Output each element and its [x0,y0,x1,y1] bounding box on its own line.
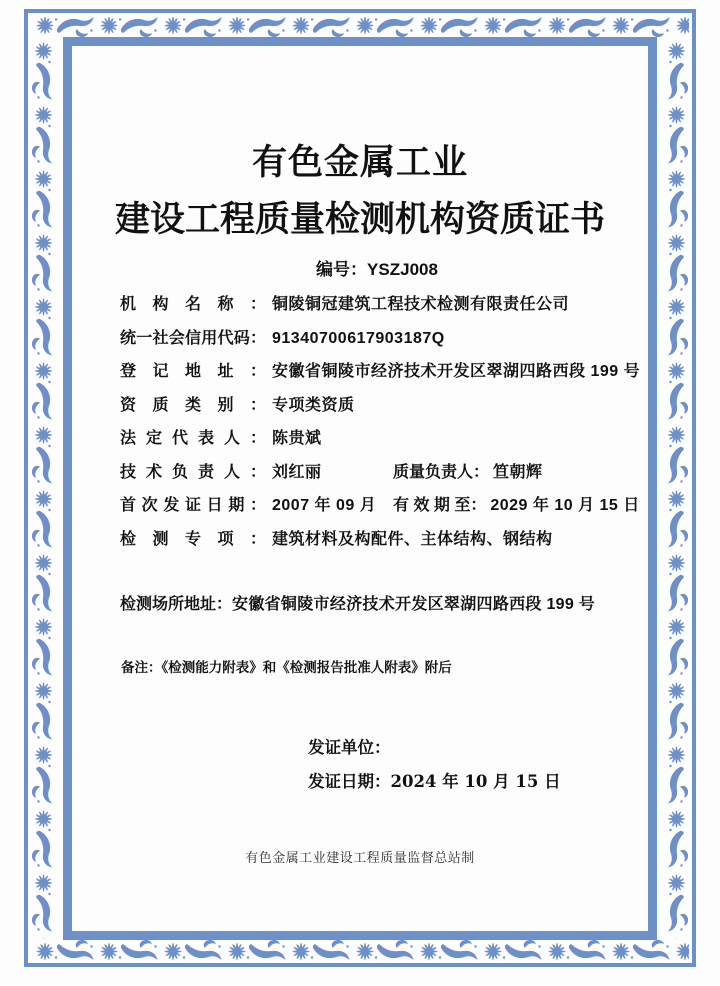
floral-scroll-motif-instance [32,746,52,803]
floral-scroll-motif-instance [668,874,688,931]
remark-line: 备注：《检测能力附表》和《检测报告批准人附表》附后 [121,660,452,675]
floral-scroll-motif-instance [420,17,477,37]
floral-scroll-motif-instance [420,940,477,960]
field-value: 笪朝辉 [493,463,543,481]
floral-scroll-motif-instance [548,940,605,960]
floral-scroll-motif-instance [668,426,688,483]
field-label: 首次发证日期： [120,497,266,514]
floral-scroll-motif-instance [164,940,221,960]
floral-scroll-motif-instance [612,940,669,960]
serial-number-line [0,255,720,280]
floral-scroll-motif-instance [32,298,52,355]
field-value: 91340700617903187Q [272,329,445,347]
floral-scroll-motif-instance [100,17,157,37]
field-row-testing-specialties [120,523,660,557]
field-value: 建筑材料及构配件、主体结构、钢结构 [272,530,553,548]
floral-scroll-motif-instance [228,940,285,960]
field-label: 质量负责人： [393,463,490,481]
field-value: 2007 年 09 月 [272,497,377,514]
field-label: 法定代表人： [120,430,266,447]
floral-scroll-motif-instance [356,17,413,37]
floral-scroll-motif-instance [548,17,605,37]
certificate-fields [120,288,660,556]
field-row-registered-address [120,355,660,389]
floral-scroll-motif-instance [32,554,52,611]
field-row-technical-quality-leads [120,456,660,490]
floral-scroll-motif-instance [32,490,52,547]
field-label: 技术负责人： [120,463,266,481]
floral-scroll-motif-instance [32,618,52,675]
field-row-credit-code [120,322,660,356]
floral-scroll-motif-instance [36,940,93,960]
field-label: 登记地址： [120,363,266,380]
floral-scroll-motif-instance [676,940,689,960]
border-ornament-bottom [31,940,689,963]
floral-scroll-motif-instance [612,17,669,37]
field-label: 检测专项： [120,530,266,548]
serial-value: YSZJ008 [367,260,438,279]
issuing-authority-line: 发证单位： [308,739,391,757]
floral-scroll-motif-instance [668,746,688,803]
floral-scroll-motif-instance [32,362,52,419]
floral-scroll-motif-instance [668,298,688,355]
floral-scroll-motif-instance [668,938,688,939]
floral-scroll-motif-instance [32,426,52,483]
floral-scroll-motif-instance [668,490,688,547]
site-address-value: 安徽省铜陵市经济技术开发区翠湖四路西段 199 号 [232,596,596,613]
border-ornament-top [31,14,689,37]
field-label: 有 效 期 至： [393,497,487,514]
floral-scroll-motif-instance [164,17,221,37]
floral-scroll-motif-instance [228,17,285,37]
serial-label: 编号： [316,260,368,279]
floral-scroll-motif-instance [32,938,52,939]
field-row-org-name [120,288,660,322]
floral-scroll-motif-instance [32,42,52,99]
field-label: 机构名称： [120,296,266,313]
field-value: 铜陵铜冠建筑工程技术检测有限责任公司 [272,296,570,313]
site-address-line [120,591,595,614]
field-row-legal-representative [120,422,660,456]
floral-scroll-motif-instance [676,17,689,37]
floral-scroll-motif-instance [292,17,349,37]
footer-maker-line: 有色金属工业建设工程质量监督总站制 [245,851,475,866]
floral-scroll-motif-instance [484,17,541,37]
field-label: 统一社会信用代码： [120,329,266,347]
field-row-qualification-category [120,389,660,423]
issue-date-label: 发证日期： [308,773,391,791]
field-value: 刘红丽 [272,463,322,481]
floral-scroll-motif-instance [668,362,688,419]
floral-scroll-motif-instance [36,17,93,37]
floral-scroll-motif-instance [32,682,52,739]
field-label: 资质类别： [120,396,266,414]
floral-scroll-motif-instance [668,42,688,99]
certificate-title-line2: 建设工程质量检测机构资质证书 [114,200,605,239]
floral-scroll-motif-instance [292,940,349,960]
floral-scroll-motif-instance [32,874,52,931]
certificate-title-line1: 有色金属工业 [251,143,468,182]
floral-scroll-motif-instance [356,940,413,960]
field-value: 2029 年 10 月 15 日 [490,497,640,514]
field-value: 安徽省铜陵市经济技术开发区翠湖四路西段 199 号 [272,363,641,380]
site-address-label: 检测场所地址： [120,596,233,613]
floral-scroll-motif-instance [668,682,688,739]
floral-scroll-motif-instance [668,618,688,675]
floral-scroll-motif-instance [100,940,157,960]
field-row-issue-valid-dates [120,489,660,523]
floral-scroll-motif-instance [484,940,541,960]
issue-date-value: 2024 年 10 月 15 日 [390,772,561,791]
field-value: 专项类资质 [272,396,355,414]
issue-date-line [308,768,561,792]
floral-scroll-motif-instance [668,554,688,611]
field-value: 陈贵斌 [272,430,322,447]
